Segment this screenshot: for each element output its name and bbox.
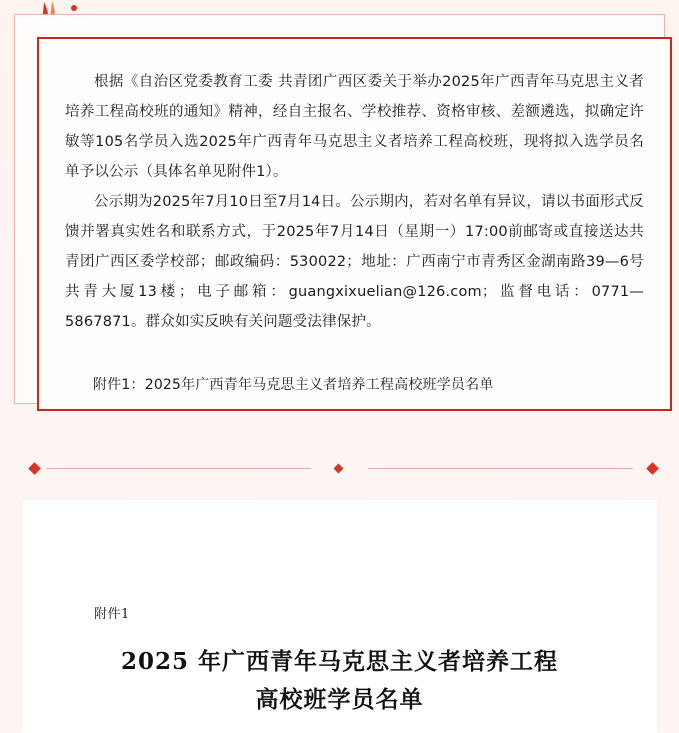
attachment-title-line-1: 2025 年广西青年马克思主义者培养工程 xyxy=(120,648,559,675)
diamond-center-icon xyxy=(334,464,344,474)
attachment-label: 附件1 xyxy=(94,607,130,622)
attachment-title-line-2: 高校班学员名单 xyxy=(255,686,424,713)
diamond-right-icon xyxy=(646,462,659,475)
notice-paragraph-2: 公示期为2025年7月10日至7月14日。公示期内，若对名单有异议，请以书面形式反馈并署真实姓名和联系方式，于2025年7月14日（星期一）17:00前邮寄或直接送达共青团广西区委学校部；邮政编码：530022；地址：广西南宁市青秀区金湖南路39—6号共青大厦13楼；电子邮箱：guangxixuelian@126.com；监督电话：0771—5867871。群众如实反映有关问题受法律保护。 xyxy=(65,194,644,330)
attachment-title xyxy=(22,643,657,719)
section-divider xyxy=(0,455,679,481)
attachment-sheet xyxy=(22,500,657,733)
notice-paragraph-1: 根据《自治区党委教育工委 共青团广西区委关于举办2025年广西青年马克思主义者培养工程高校班的通知》精神，经自主报名、学校推荐、资格审核、差额遴选，拟确定许敏等105名学员入选2025年广西青年马克思主义者培养工程高校班，现将拟入选学员名单予以公示（具体名单见附件1）。 xyxy=(65,74,644,180)
divider-line-right xyxy=(368,468,633,469)
notice-card xyxy=(37,37,672,411)
diamond-left-icon xyxy=(28,462,41,475)
attachment-reference-line: 附件1：2025年广西青年马克思主义者培养工程高校班学员名单 xyxy=(93,377,494,393)
notice-body xyxy=(65,67,644,399)
divider-line-left xyxy=(46,468,311,469)
notice-card-outer-border xyxy=(14,14,665,404)
